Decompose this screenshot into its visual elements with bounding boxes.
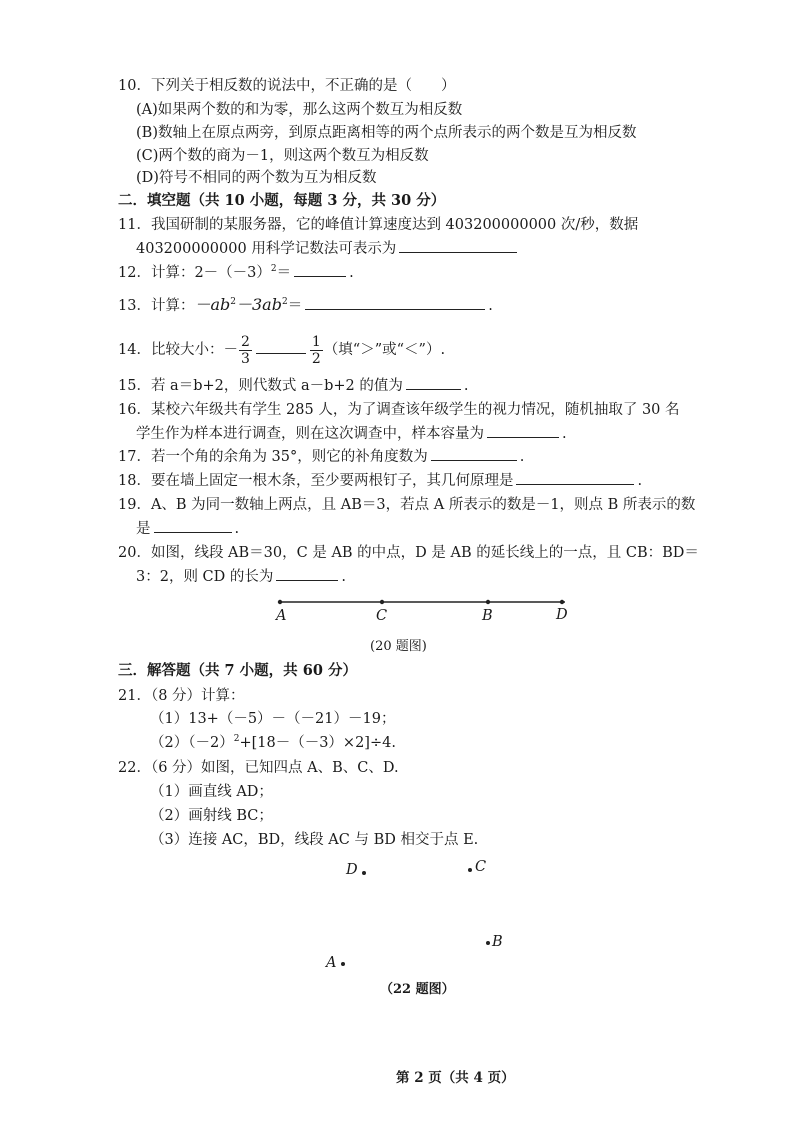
q21-stem: 21．（8 分）计算：: [118, 688, 245, 704]
q20-point-a-dot: [278, 600, 282, 604]
q12-pre: 12．计算：2－（－3）: [118, 265, 271, 281]
q14-f1-num: 2: [240, 333, 250, 350]
q16-answer-blank[interactable]: [487, 423, 559, 438]
q14-f2-den: 2: [311, 350, 321, 367]
q22-point-b-dot: [486, 941, 490, 945]
q19-answer-blank[interactable]: [154, 518, 232, 533]
q20-label-c: C: [376, 608, 388, 624]
q11-line2: [136, 238, 520, 259]
q14-answer-blank[interactable]: [256, 339, 306, 354]
q12: [118, 262, 354, 283]
q20-line1: 20．如图，线段 AB＝30，C 是 AB 的中点，D 是 AB 的延长线上的一点，且 CB：BD＝: [118, 545, 699, 561]
q21-part2-post: +[18－（－3）×2]÷4.: [239, 735, 396, 751]
q17-text: 17．若一个角的余角为 35°，则它的补角度数为: [118, 449, 428, 465]
q22-part2: （2）画射线 BC；: [150, 808, 273, 824]
q21-part1: （1）13+（－5）－（－21）－19；: [150, 711, 396, 727]
q13-exp1: 2: [230, 297, 236, 307]
q10-option-b: (B)数轴上在原点两旁，到原点距离相等的两个点所表示的两个数是互为相反数: [136, 125, 637, 141]
q14: [118, 330, 445, 370]
q10-option-a: (A)如果两个数的和为零，那么这两个数互为相反数: [136, 102, 463, 118]
q21-part2-pre: （2）（－2）: [150, 735, 234, 751]
q13-answer-blank[interactable]: [305, 295, 485, 310]
q11-answer-blank[interactable]: [399, 238, 517, 253]
q20-answer-blank[interactable]: [276, 566, 338, 581]
section-solve-heading: 三．解答题（共 7 小题，共 60 分）: [118, 662, 357, 679]
q14-f2-num: 1: [311, 333, 321, 350]
q22-stem: 22．（6 分）如图，已知四点 A、B、C、D.: [118, 760, 399, 776]
q15-text: 15．若 a＝b+2，则代数式 a－b+2 的值为: [118, 378, 403, 394]
q13-pre: 13．计算：: [118, 298, 195, 314]
q22-point-c-dot: [468, 868, 472, 872]
q15-answer-blank[interactable]: [406, 375, 461, 390]
q12-answer-blank[interactable]: [294, 262, 346, 277]
q13-equals: ＝: [287, 298, 303, 314]
q13-end: .: [488, 298, 493, 314]
q12-equals: ＝: [276, 265, 292, 281]
q18-answer-blank[interactable]: [516, 470, 634, 485]
q20-caption: (20 题图): [370, 639, 427, 654]
q21-part2-exponent: 2: [233, 734, 240, 744]
q11-line2-text: 403200000000 用科学记数法可表示为: [136, 241, 397, 257]
q18-text: 18．要在墙上固定一根木条，至少要两根钉子，其几何原理是: [118, 473, 514, 489]
q22-label-d: D: [346, 862, 358, 878]
q12-end: .: [349, 265, 354, 281]
q16-line2: [136, 423, 567, 444]
q18: [118, 470, 642, 491]
q20-figure: [270, 590, 580, 630]
q22-label-a: A: [326, 955, 337, 971]
page-footer: 第 2 页（共 4 页）: [396, 1070, 515, 1086]
q13: [118, 295, 493, 316]
q20-label-b: B: [482, 608, 493, 624]
q18-end: .: [637, 473, 643, 489]
q22-caption: （22 题图）: [380, 982, 455, 997]
q10-option-d: (D)符号不相同的两个数为互为相反数: [136, 170, 377, 186]
q20-line2: [136, 566, 346, 587]
q19-line1: 19．A、B 为同一数轴上两点，且 AB＝3，若点 A 所表示的数是－1，则点 B 所表示的数: [118, 497, 696, 513]
q17-answer-blank[interactable]: [431, 446, 517, 461]
q20-point-d-dot: [560, 600, 564, 604]
q20-segment-svg: [270, 590, 580, 630]
q22-label-c: C: [475, 859, 487, 875]
q19-line2: [136, 518, 239, 539]
q22-label-b: B: [492, 934, 503, 950]
q15-end: .: [463, 378, 469, 394]
q10-option-c: (C)两个数的商为－1，则这两个数互为相反数: [136, 148, 429, 164]
q20-line2-text: 3：2，则 CD 的长为: [136, 569, 274, 585]
q19-line2-text: 是: [136, 521, 151, 537]
q16-line1: 16．某校六年级共有学生 285 人，为了调查该年级学生的视力情况，随机抽取了 30 名: [118, 402, 680, 418]
q20-point-b-dot: [486, 600, 490, 604]
q22-part3: （3）连接 AC，BD，线段 AC 与 BD 相交于点 E.: [150, 832, 479, 848]
q13-exp2: 2: [281, 297, 288, 307]
q17-end: .: [519, 449, 525, 465]
q22-part1: （1）画直线 AD；: [150, 784, 273, 800]
q10-stem: 10．下列关于相反数的说法中，不正确的是（ ）: [118, 78, 456, 94]
q13-term2: －3ab: [235, 295, 282, 314]
q22-point-d-dot: [362, 871, 366, 875]
q15: [118, 375, 469, 396]
q14-post: （填“＞”或“＜”）.: [323, 342, 446, 358]
q13-term1: －ab: [194, 295, 231, 314]
q20-end: .: [341, 569, 346, 585]
q20-label-d: D: [556, 607, 568, 623]
section-fill-in-heading: 二．填空题（共 10 小题，每题 3 分，共 30 分）: [118, 192, 446, 209]
q14-pre: 14．比较大小：－: [118, 342, 238, 358]
q11-line1: 11．我国研制的某服务器，它的峰值计算速度达到 403200000000 次/秒，数据: [118, 217, 639, 233]
q21-part2: [150, 733, 396, 753]
q16-end: .: [562, 426, 567, 442]
q14-f1-den: 3: [240, 350, 250, 367]
q16-line2-text: 学生作为样本进行调查，则在这次调查中，样本容量为: [136, 426, 484, 442]
q19-end: .: [234, 521, 240, 537]
q22-point-a-dot: [341, 962, 345, 966]
q17: [118, 446, 524, 467]
q20-label-a: A: [276, 608, 287, 624]
q20-point-c-dot: [380, 600, 384, 604]
q14-fraction-2: [310, 334, 323, 367]
q12-exponent: 2: [270, 264, 277, 274]
q14-fraction-1: [239, 334, 252, 367]
